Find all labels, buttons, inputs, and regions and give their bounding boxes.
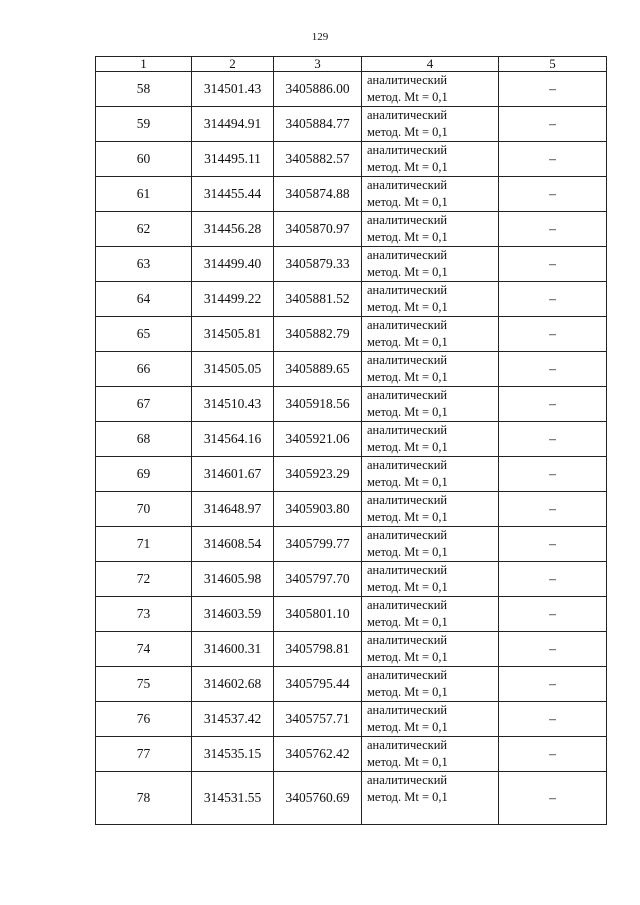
note-cell: –: [499, 492, 607, 527]
method-cell: [362, 772, 499, 825]
method-line-2: метод. Mt = 0,1: [367, 335, 448, 349]
coordinate-y: 3405762.42: [274, 737, 362, 772]
table-row: [96, 527, 607, 562]
method-line-1: аналитический: [367, 493, 448, 507]
method-cell: [362, 387, 499, 422]
column-header-1: 1: [96, 57, 192, 72]
note-cell: –: [499, 282, 607, 317]
point-number: 60: [96, 142, 192, 177]
method-line-1: аналитический: [367, 703, 448, 717]
point-number: 69: [96, 457, 192, 492]
method-cell: [362, 422, 499, 457]
coordinates-table: [95, 56, 607, 825]
coordinate-y: 3405884.77: [274, 107, 362, 142]
table-row: [96, 422, 607, 457]
table-header-row: [96, 57, 607, 72]
table-row: [96, 212, 607, 247]
note-cell: –: [499, 702, 607, 737]
note-cell: –: [499, 247, 607, 282]
method-line-2: метод. Mt = 0,1: [367, 90, 448, 104]
table-row: [96, 667, 607, 702]
coordinate-x: 314494.91: [192, 107, 274, 142]
note-cell: –: [499, 422, 607, 457]
table-row: [96, 387, 607, 422]
note-cell: –: [499, 142, 607, 177]
column-header-2: 2: [192, 57, 274, 72]
method-line-2: метод. Mt = 0,1: [367, 160, 448, 174]
point-number: 74: [96, 632, 192, 667]
coordinate-x: 314531.55: [192, 772, 274, 825]
method-cell: [362, 737, 499, 772]
coordinate-y: 3405886.00: [274, 72, 362, 107]
method-cell: [362, 107, 499, 142]
method-cell: [362, 597, 499, 632]
method-cell: [362, 352, 499, 387]
method-line-1: аналитический: [367, 668, 448, 682]
method-line-2: метод. Mt = 0,1: [367, 650, 448, 664]
method-line-1: аналитический: [367, 633, 448, 647]
method-line-1: аналитический: [367, 598, 448, 612]
coordinate-y: 3405801.10: [274, 597, 362, 632]
coordinate-y: 3405903.80: [274, 492, 362, 527]
coordinate-x: 314603.59: [192, 597, 274, 632]
coordinate-x: 314602.68: [192, 667, 274, 702]
method-line-1: аналитический: [367, 738, 448, 752]
method-line-1: аналитический: [367, 248, 448, 262]
method-cell: [362, 492, 499, 527]
method-line-1: аналитический: [367, 423, 448, 437]
note-cell: –: [499, 457, 607, 492]
coordinate-x: 314456.28: [192, 212, 274, 247]
method-line-2: метод. Mt = 0,1: [367, 440, 448, 454]
point-number: 73: [96, 597, 192, 632]
method-line-1: аналитический: [367, 73, 448, 87]
method-line-2: метод. Mt = 0,1: [367, 370, 448, 384]
note-cell: –: [499, 387, 607, 422]
method-line-1: аналитический: [367, 388, 448, 402]
method-cell: [362, 667, 499, 702]
point-number: 63: [96, 247, 192, 282]
coordinate-x: 314505.81: [192, 317, 274, 352]
method-line-2: метод. Mt = 0,1: [367, 195, 448, 209]
point-number: 78: [96, 772, 192, 825]
method-cell: [362, 457, 499, 492]
method-line-1: аналитический: [367, 773, 448, 787]
table-row: [96, 352, 607, 387]
method-line-1: аналитический: [367, 143, 448, 157]
note-cell: –: [499, 772, 607, 825]
point-number: 77: [96, 737, 192, 772]
method-line-2: метод. Mt = 0,1: [367, 790, 448, 804]
point-number: 72: [96, 562, 192, 597]
method-line-2: метод. Mt = 0,1: [367, 755, 448, 769]
coordinate-y: 3405874.88: [274, 177, 362, 212]
note-cell: –: [499, 177, 607, 212]
coordinate-y: 3405918.56: [274, 387, 362, 422]
point-number: 59: [96, 107, 192, 142]
coordinate-x: 314501.43: [192, 72, 274, 107]
table-row: [96, 492, 607, 527]
point-number: 64: [96, 282, 192, 317]
note-cell: –: [499, 737, 607, 772]
note-cell: –: [499, 212, 607, 247]
table-row: [96, 177, 607, 212]
method-line-1: аналитический: [367, 318, 448, 332]
method-cell: [362, 562, 499, 597]
coordinate-x: 314600.31: [192, 632, 274, 667]
note-cell: –: [499, 527, 607, 562]
page-number: 129: [311, 31, 329, 43]
method-line-1: аналитический: [367, 353, 448, 367]
column-header-3: 3: [274, 57, 362, 72]
note-cell: –: [499, 317, 607, 352]
coordinate-x: 314564.16: [192, 422, 274, 457]
method-cell: [362, 177, 499, 212]
method-cell: [362, 527, 499, 562]
point-number: 61: [96, 177, 192, 212]
method-cell: [362, 317, 499, 352]
method-line-2: метод. Mt = 0,1: [367, 720, 448, 734]
coordinate-x: 314648.97: [192, 492, 274, 527]
method-line-2: метод. Mt = 0,1: [367, 510, 448, 524]
note-cell: –: [499, 352, 607, 387]
method-line-1: аналитический: [367, 528, 448, 542]
note-cell: –: [499, 107, 607, 142]
coordinate-x: 314608.54: [192, 527, 274, 562]
point-number: 71: [96, 527, 192, 562]
coordinate-y: 3405798.81: [274, 632, 362, 667]
table-row: [96, 597, 607, 632]
coordinate-y: 3405923.29: [274, 457, 362, 492]
table-row: [96, 247, 607, 282]
table-row: [96, 282, 607, 317]
coordinate-y: 3405795.44: [274, 667, 362, 702]
table-row: [96, 632, 607, 667]
method-line-2: метод. Mt = 0,1: [367, 265, 448, 279]
method-line-2: метод. Mt = 0,1: [367, 580, 448, 594]
table-row: [96, 772, 607, 825]
coordinate-y: 3405757.71: [274, 702, 362, 737]
note-cell: –: [499, 562, 607, 597]
coordinate-x: 314535.15: [192, 737, 274, 772]
coordinate-x: 314510.43: [192, 387, 274, 422]
method-cell: [362, 212, 499, 247]
note-cell: –: [499, 72, 607, 107]
point-number: 68: [96, 422, 192, 457]
column-header-4: 4: [362, 57, 499, 72]
coordinate-x: 314495.11: [192, 142, 274, 177]
method-line-2: метод. Mt = 0,1: [367, 545, 448, 559]
coordinate-y: 3405797.70: [274, 562, 362, 597]
coordinate-x: 314601.67: [192, 457, 274, 492]
coordinate-y: 3405889.65: [274, 352, 362, 387]
coordinate-x: 314499.22: [192, 282, 274, 317]
point-number: 70: [96, 492, 192, 527]
method-line-1: аналитический: [367, 108, 448, 122]
method-line-1: аналитический: [367, 178, 448, 192]
coordinate-y: 3405760.69: [274, 772, 362, 825]
method-line-2: метод. Mt = 0,1: [367, 685, 448, 699]
note-cell: –: [499, 597, 607, 632]
method-line-2: метод. Mt = 0,1: [367, 300, 448, 314]
coordinate-y: 3405799.77: [274, 527, 362, 562]
coordinate-y: 3405879.33: [274, 247, 362, 282]
method-line-2: метод. Mt = 0,1: [367, 230, 448, 244]
coordinate-y: 3405881.52: [274, 282, 362, 317]
point-number: 62: [96, 212, 192, 247]
method-line-1: аналитический: [367, 563, 448, 577]
table-row: [96, 702, 607, 737]
method-cell: [362, 702, 499, 737]
point-number: 65: [96, 317, 192, 352]
method-cell: [362, 632, 499, 667]
method-line-2: метод. Mt = 0,1: [367, 475, 448, 489]
method-line-2: метод. Mt = 0,1: [367, 405, 448, 419]
coordinate-y: 3405870.97: [274, 212, 362, 247]
coordinate-y: 3405882.57: [274, 142, 362, 177]
point-number: 67: [96, 387, 192, 422]
table-row: [96, 317, 607, 352]
table-row: [96, 457, 607, 492]
method-line-1: аналитический: [367, 458, 448, 472]
point-number: 75: [96, 667, 192, 702]
method-cell: [362, 247, 499, 282]
coordinate-x: 314605.98: [192, 562, 274, 597]
note-cell: –: [499, 667, 607, 702]
method-line-1: аналитический: [367, 213, 448, 227]
table-row: [96, 737, 607, 772]
coordinate-y: 3405882.79: [274, 317, 362, 352]
method-cell: [362, 142, 499, 177]
table-row: [96, 562, 607, 597]
method-cell: [362, 72, 499, 107]
note-cell: –: [499, 632, 607, 667]
method-line-2: метод. Mt = 0,1: [367, 615, 448, 629]
coordinate-y: 3405921.06: [274, 422, 362, 457]
table-row: [96, 142, 607, 177]
method-cell: [362, 282, 499, 317]
method-line-1: аналитический: [367, 283, 448, 297]
column-header-5: 5: [499, 57, 607, 72]
method-line-2: метод. Mt = 0,1: [367, 125, 448, 139]
coordinate-x: 314537.42: [192, 702, 274, 737]
table-row: [96, 107, 607, 142]
coordinate-x: 314499.40: [192, 247, 274, 282]
coordinate-x: 314505.05: [192, 352, 274, 387]
coordinate-x: 314455.44: [192, 177, 274, 212]
point-number: 66: [96, 352, 192, 387]
table-row: [96, 72, 607, 107]
point-number: 58: [96, 72, 192, 107]
point-number: 76: [96, 702, 192, 737]
